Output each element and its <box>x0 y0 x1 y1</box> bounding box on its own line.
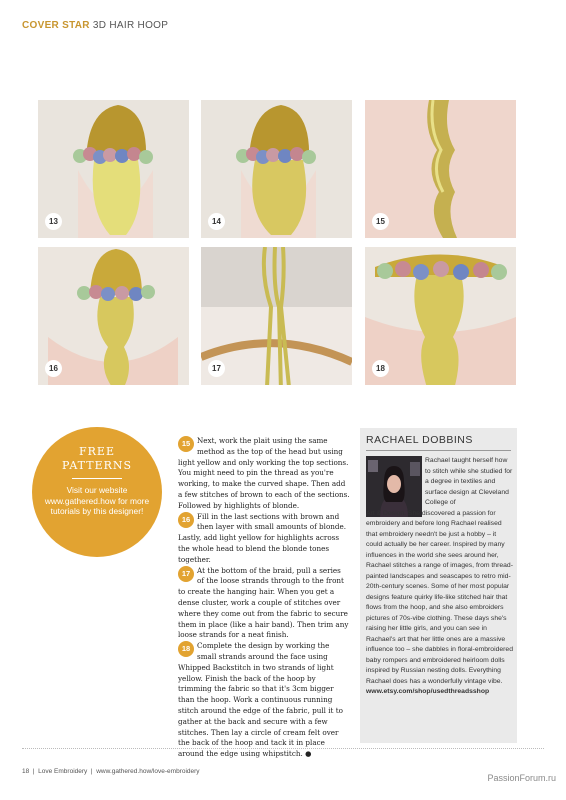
topic-label: 3D HAIR HOOP <box>92 20 169 31</box>
designer-name: RACHAEL DOBBINS <box>366 434 473 446</box>
step-text: Fill in the last sections with brown and then layer with small amounts of blonde. Lastly, add light yellow for highlights across the whole head to blend the blonde tones together. <box>178 511 347 564</box>
instructions-column <box>178 436 350 760</box>
step-text: Complete the design by working the small strands around the face using Whipped Backstitch in two strands of light yellow. Finish the back of the hoop by trimming the fabric so that it's 3cm bigger than the hoop. Work a continuous running stitch around the edge of the fabric, pull it to gather at the back and secure with a few stitches. Then lay a circle of cream felt over the back of the hoop and tack it in place around the edge using whipstitch. <box>178 641 343 759</box>
step-16 <box>178 512 350 566</box>
step-photo-18 <box>365 247 516 385</box>
designer-sidebar <box>360 428 517 743</box>
page-number: 18 <box>22 768 30 775</box>
photo-number: 14 <box>208 213 225 230</box>
step-text: Next, work the plait using the same method as the top of the head but using light yellow and only working the top sections. You might need to pin the thread as you're working, to make the curved shape. Then add a few stitches of brown to each of the sections. Followed by highlights of blonde. <box>178 436 350 510</box>
end-mark-icon: ● <box>305 749 312 759</box>
step-18 <box>178 641 350 760</box>
designer-bio <box>366 456 514 698</box>
step-17 <box>178 566 350 642</box>
photo-number: 16 <box>45 360 62 377</box>
step-photo-16 <box>38 247 189 385</box>
page-footer: 18 | Love Embroidery | www.gathered.how/love-embroidery <box>22 768 200 775</box>
section-label: COVER STAR <box>22 20 90 31</box>
magazine-url[interactable]: www.gathered.how/love-embroidery <box>96 768 200 775</box>
designer-shop-link[interactable]: www.etsy.com/shop/usedthreadsshop <box>366 688 490 695</box>
promo-body: Visit our website www.gathered.how for more tutorials by this designer! <box>44 485 150 516</box>
promo-title-line1: FREE <box>79 445 115 458</box>
step-photo-13 <box>38 100 189 238</box>
step-number-badge: 17 <box>178 566 194 582</box>
bio-text: Art & Design. She discovered a passion for embroidery and before long Rachael realised that embroidery needn't be just a hobby – it could actually be her career. Inspired by many influences in the world she sees around her, Rachael stitches a range of images, from thread-painted landscapes and seascapes to retro mid-20th-century scenes. Some of her most popular designs feature quirky life-like stitched hair that flows from the hoop, and she also embroiders pictures of 70s-vibe clothing. These days she's raising her little girls, and you can see in Rachael's art that her little ones are a massive influence too – she dabbles in floral-embroidered baby rompers and embroidered heirloom dolls inspired by Russian nesting dolls. Everything Rachael does has a wonderfully vintage vibe. <box>366 509 513 685</box>
free-patterns-promo <box>32 427 162 557</box>
bio-intro: Rachael taught herself how to stitch while she studied for a degree in textiles and surface design at Cleveland College of <box>425 457 513 506</box>
page-header <box>22 20 168 31</box>
step-photo-17 <box>201 247 352 385</box>
promo-divider <box>72 478 122 479</box>
photo-number: 18 <box>372 360 389 377</box>
step-photo-14 <box>201 100 352 238</box>
magazine-name: Love Embroidery <box>38 768 88 775</box>
footer-divider <box>22 748 544 749</box>
step-number-badge: 16 <box>178 512 194 528</box>
promo-title-line2: PATTERNS <box>61 459 133 472</box>
step-15 <box>178 436 350 512</box>
photo-number: 13 <box>45 213 62 230</box>
sidebar-divider <box>366 450 511 451</box>
watermark: PassionForum.ru <box>487 773 556 783</box>
photo-number: 15 <box>372 213 389 230</box>
step-text: At the bottom of the braid, pull a series of the loose strands through to the front to create the hanging hair. When you get a dense cluster, work a couple of stitches over where they come out from the fabric to secure them in place (like a hair band). Then trim any loose strands for a neat finish. <box>178 565 349 640</box>
photo-number: 17 <box>208 360 225 377</box>
step-number-badge: 18 <box>178 641 194 657</box>
step-photo-15 <box>365 100 516 238</box>
step-number-badge: 15 <box>178 436 194 452</box>
